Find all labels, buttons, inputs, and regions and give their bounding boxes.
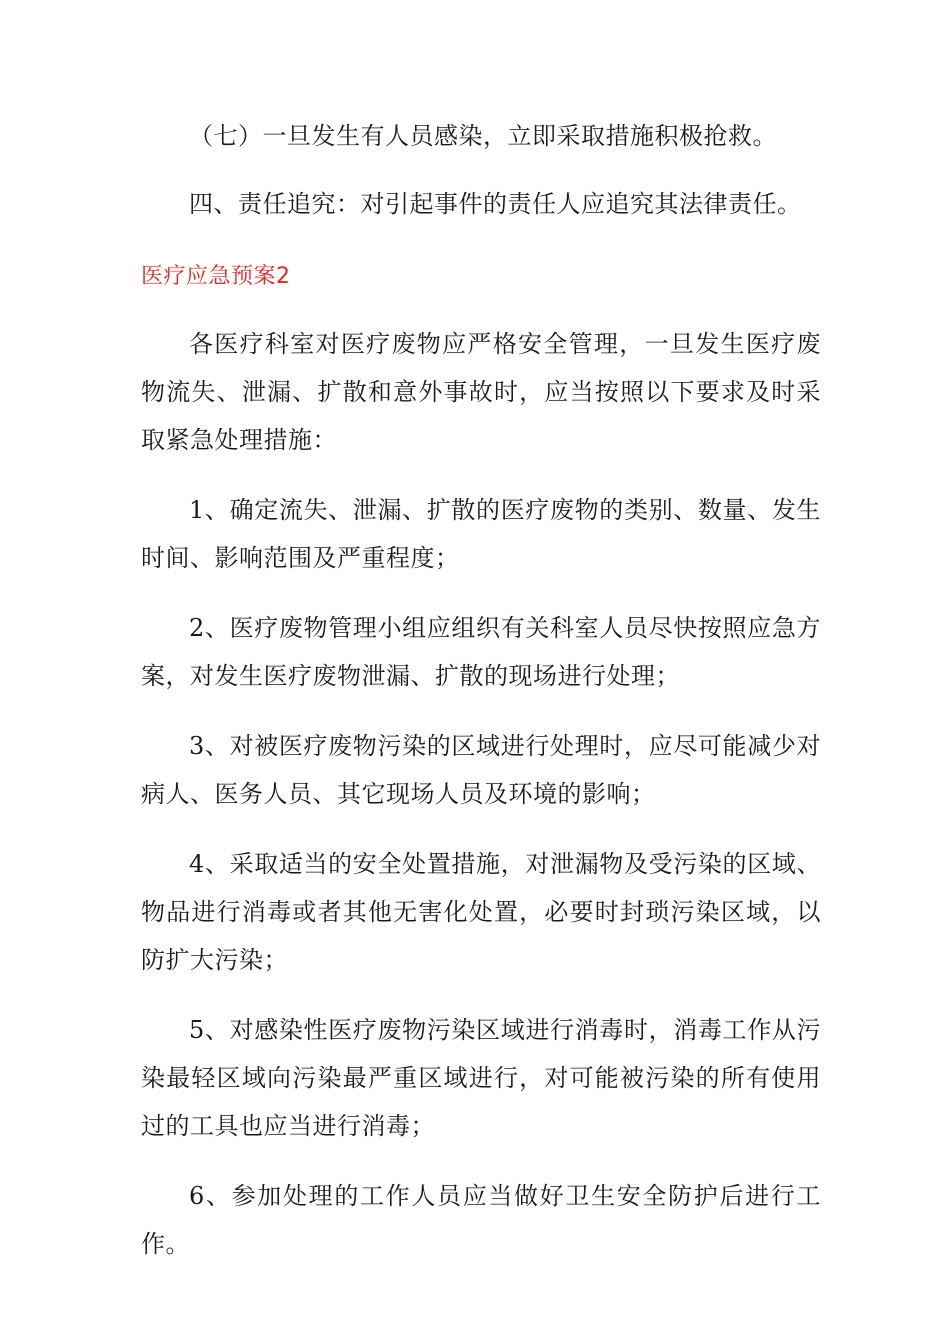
paragraph-item-4: 4、采取适当的安全处置措施，对泄漏物及受污染的区域、物品进行消毒或者其他无害化处置，必要时封琐污染区域，以防扩大污染； <box>141 850 821 974</box>
paragraph-intro: 各医疗科室对医疗废物应严格安全管理，一旦发生医疗废物流失、泄漏、扩散和意外事故时，应当按照以下要求及时采取紧急处理措施： <box>141 330 821 454</box>
paragraph-item-2: 2、医疗废物管理小组应组织有关科室人员尽快按照应急方案，对发生医疗废物泄漏、扩散的现场进行处理； <box>141 614 821 690</box>
paragraph-item-6: 6、参加处理的工作人员应当做好卫生安全防护后进行工作。 <box>141 1182 821 1258</box>
paragraph-item-5: 5、对感染性医疗废物污染区域进行消毒时，消毒工作从污染最轻区域向污染最严重区域进行，对可能被污染的所有使用过的工具也应当进行消毒； <box>141 1016 821 1140</box>
paragraph-infection-rescue: （七）一旦发生有人员感染，立即采取措施积极抢救。 <box>189 122 777 150</box>
paragraph-item-1: 1、确定流失、泄漏、扩散的医疗废物的类别、数量、发生时间、影响范围及严重程度； <box>141 496 821 572</box>
paragraph-accountability: 四、责任追究：对引起事件的责任人应追究其法律责任。 <box>189 190 802 218</box>
section-heading: 医疗应急预案2 <box>141 264 291 289</box>
paragraph-item-3: 3、对被医疗废物污染的区域进行处理时，应尽可能减少对病人、医务人员、其它现场人员及环境的影响； <box>141 732 821 808</box>
